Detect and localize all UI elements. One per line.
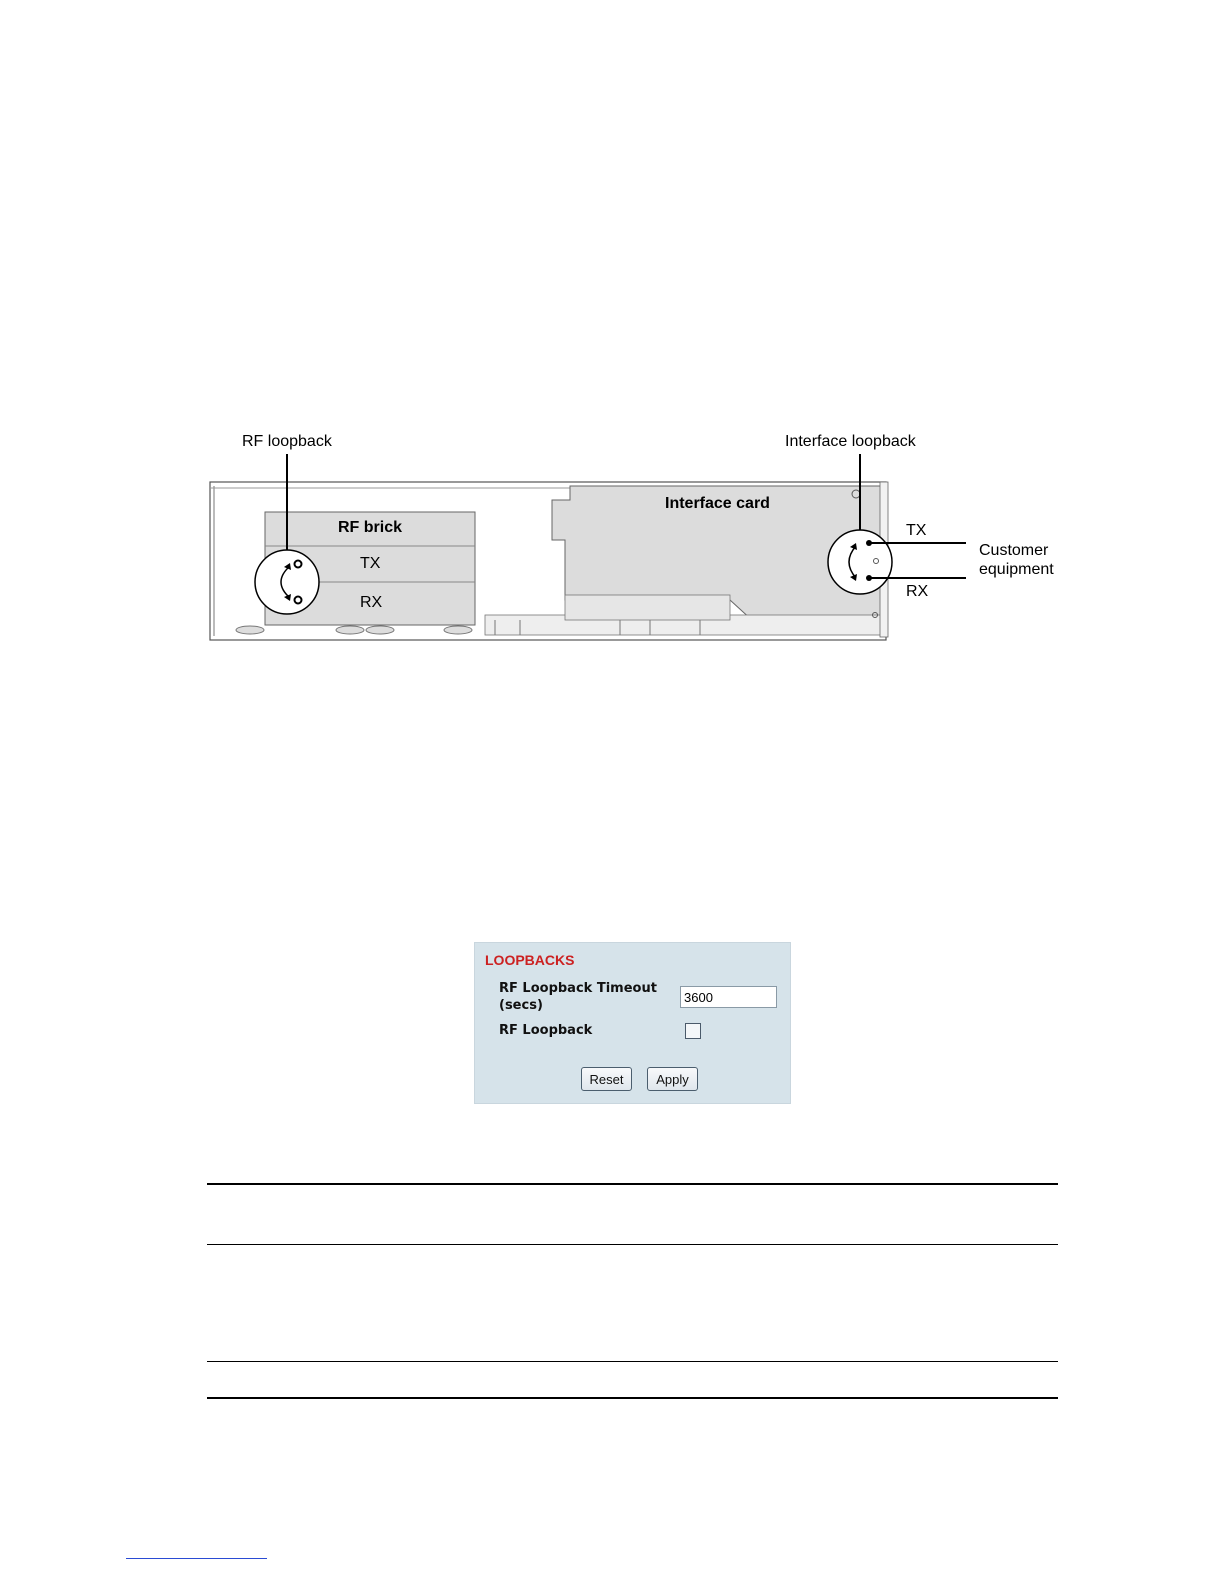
interface-card-title: Interface card xyxy=(665,495,770,512)
rf-brick-rx: RX xyxy=(360,594,383,611)
timeout-label-line1: RF Loopback Timeout xyxy=(499,981,657,996)
table-rule-top xyxy=(207,1183,1058,1185)
reset-button[interactable]: Reset xyxy=(581,1067,632,1091)
rf-loopback-checkbox[interactable] xyxy=(685,1023,701,1039)
footer-link-underline[interactable] xyxy=(126,1558,267,1559)
loopbacks-panel xyxy=(474,942,791,1104)
loopback-diagram xyxy=(200,420,1080,660)
apply-button[interactable]: Apply xyxy=(647,1067,698,1091)
interface-loopback-circle xyxy=(828,530,892,594)
interface-loopback-label: Interface loopback xyxy=(785,433,916,450)
loopback-diagram-drawing xyxy=(200,420,1080,660)
loopbacks-title: LOOPBACKS xyxy=(485,952,575,968)
timeout-input[interactable] xyxy=(680,986,777,1008)
rf-loopback-label: RF loopback xyxy=(242,433,332,450)
table-rule-bottom xyxy=(207,1397,1058,1399)
customer-equipment-line1: Customer xyxy=(979,542,1049,559)
rf-brick-tx: TX xyxy=(360,555,381,572)
customer-equipment-line2: equipment xyxy=(979,561,1054,578)
table-rule-row xyxy=(207,1361,1058,1362)
table-rule-header xyxy=(207,1244,1058,1245)
rf-brick-title: RF brick xyxy=(338,519,403,536)
rf-loopback-field-label: RF Loopback xyxy=(499,1023,593,1038)
interface-tx-label: TX xyxy=(906,522,927,539)
interface-rx-label: RX xyxy=(906,583,929,600)
rf-loopback-circle xyxy=(255,550,319,614)
timeout-label xyxy=(499,980,657,1014)
timeout-label-line2: (secs) xyxy=(499,998,543,1013)
